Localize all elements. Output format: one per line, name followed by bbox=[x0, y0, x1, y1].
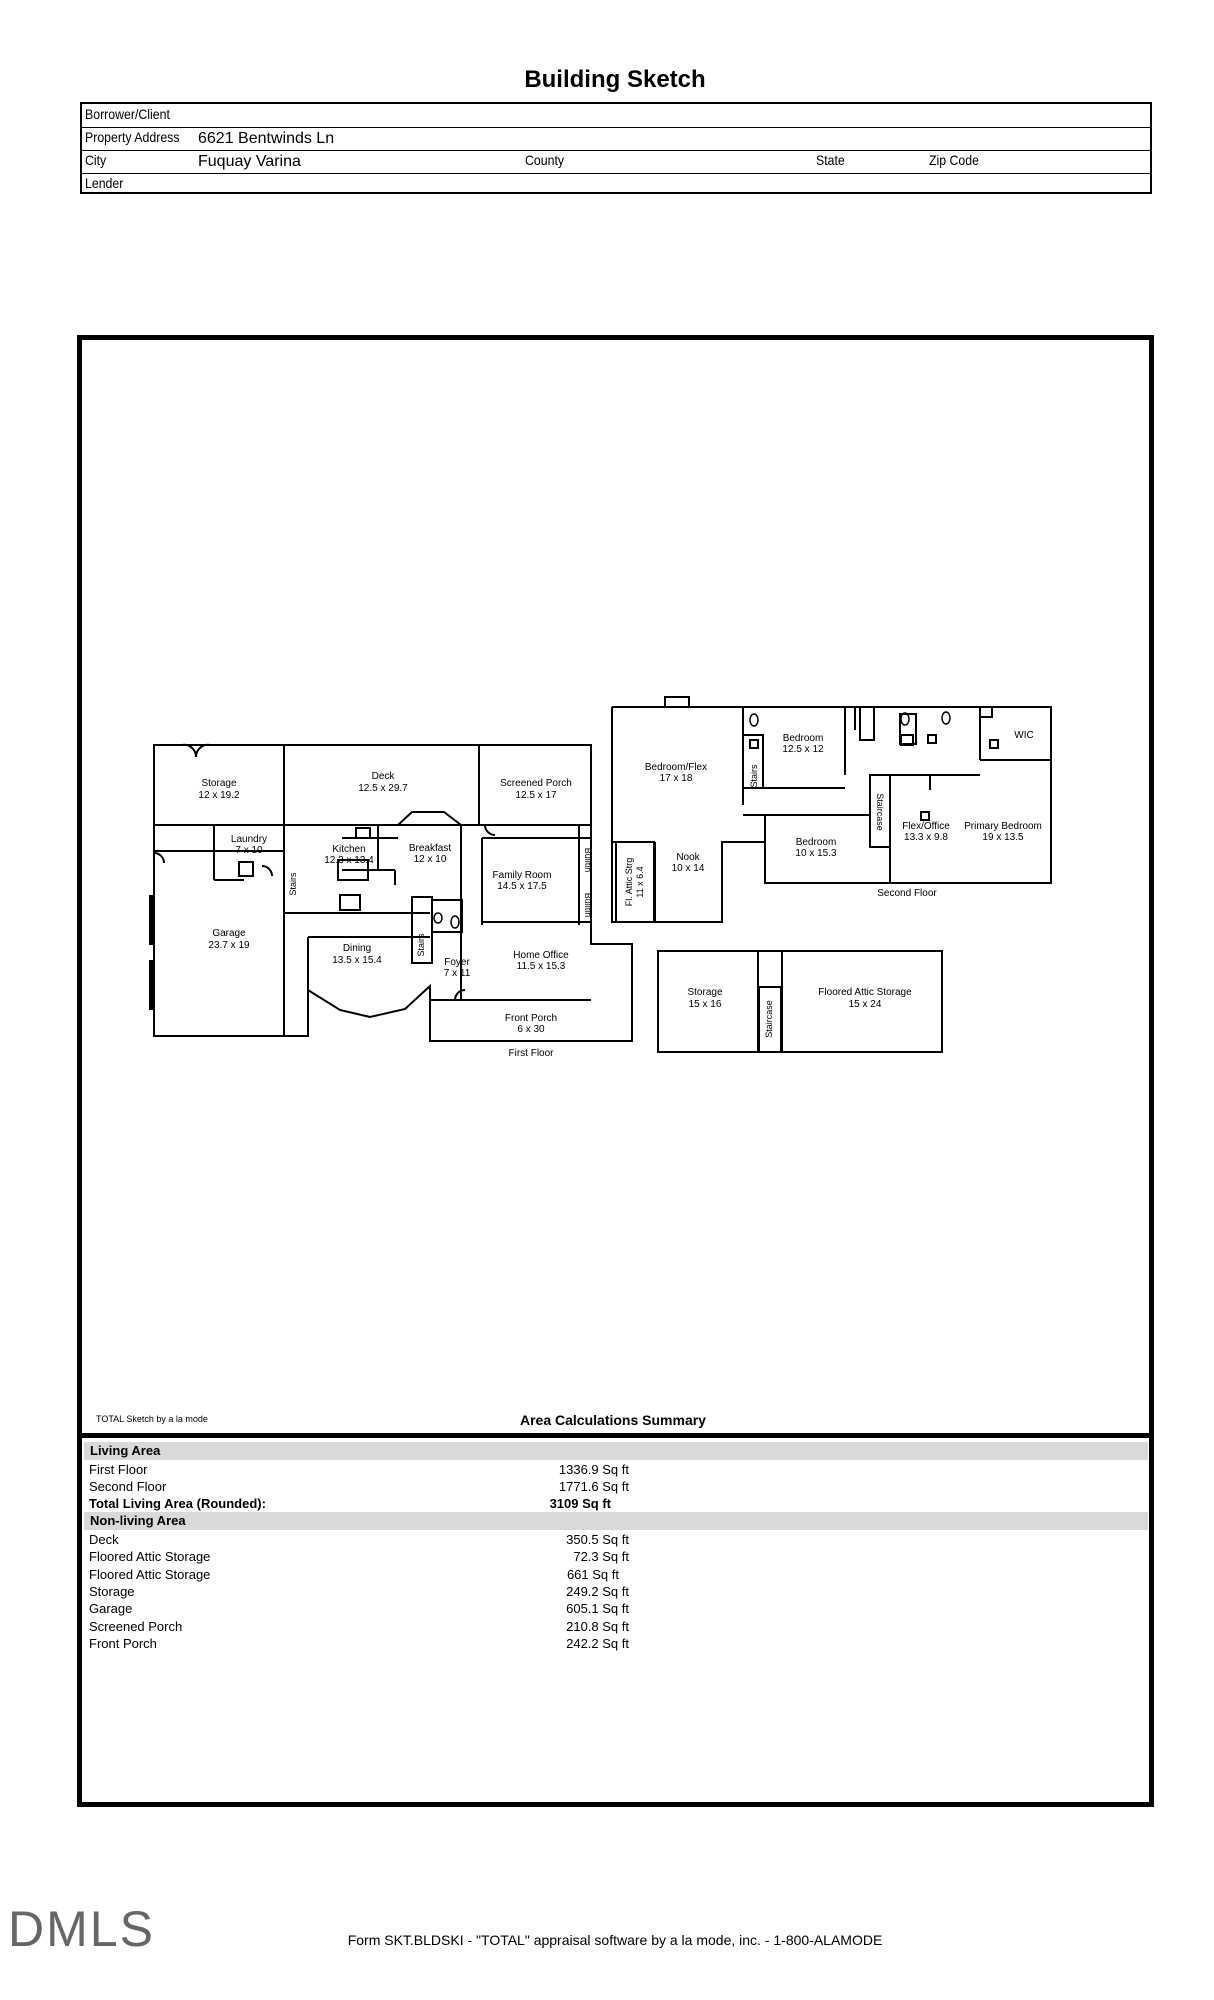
area-row-value: 1336.9 Sq ft bbox=[558, 1462, 629, 1477]
area-row-name: Floored Attic Storage bbox=[89, 1567, 211, 1582]
area-row-value: 249.2 Sq ft bbox=[566, 1584, 629, 1599]
stairs-label-2: Stairs bbox=[416, 933, 426, 957]
county-label: County bbox=[525, 152, 565, 168]
room-bedroom-a-name: Bedroom bbox=[782, 733, 824, 744]
area-row bbox=[89, 1462, 629, 1479]
stairs-label-3: Stairs bbox=[749, 764, 759, 788]
room-bedroom-b-name: Bedroom bbox=[795, 837, 837, 848]
area-row-value: 605.1 Sq ft bbox=[566, 1601, 629, 1616]
living-area-header bbox=[84, 1442, 1148, 1460]
room-kitchen-name: Kitchen bbox=[332, 844, 366, 855]
area-row-value: 242.2 Sq ft bbox=[566, 1636, 629, 1651]
first-floor-caption: First Floor bbox=[508, 1048, 554, 1059]
floor-plan bbox=[82, 340, 1149, 1433]
area-summary-title: Area Calculations Summary bbox=[520, 1412, 706, 1428]
second-floor-caption: Second Floor bbox=[877, 888, 937, 899]
area-row-name: Deck bbox=[89, 1532, 119, 1547]
room-fl-attic-name: Fl. Attic Strg bbox=[624, 857, 634, 907]
room-screened-porch-size: 12.5 x 17 bbox=[515, 790, 557, 801]
room-fl-attic-size: 11 x 6.4 bbox=[635, 866, 645, 898]
room-primary-bedroom-size: 19 x 13.5 bbox=[982, 832, 1024, 843]
room-foyer-size: 7 x 11 bbox=[443, 968, 471, 979]
address-value: 6621 Bentwinds Ln bbox=[198, 130, 335, 147]
room-bedroom-b-size: 10 x 15.3 bbox=[795, 848, 837, 859]
staircase-label-2: Staircase bbox=[764, 1000, 774, 1038]
area-row-name: Screened Porch bbox=[89, 1619, 183, 1634]
area-row bbox=[89, 1567, 619, 1584]
room-front-porch-name: Front Porch bbox=[504, 1013, 558, 1024]
room-garage-name: Garage bbox=[212, 928, 246, 939]
room-laundry-size: 7 x 10 bbox=[235, 845, 263, 856]
room-dining-size: 13.5 x 15.4 bbox=[332, 955, 382, 966]
form-footer: Form SKT.BLDSKI - "TOTAL" appraisal software by a la mode, inc. - 1-800-ALAMODE bbox=[347, 1932, 883, 1948]
area-row-value: 210.8 Sq ft bbox=[566, 1619, 629, 1634]
room-garage-size: 23.7 x 19 bbox=[208, 940, 250, 951]
total-living-row bbox=[89, 1496, 611, 1513]
section-divider bbox=[77, 1433, 1154, 1438]
room-primary-bedroom-name: Primary Bedroom bbox=[964, 821, 1042, 832]
area-row-value: 350.5 Sq ft bbox=[566, 1532, 629, 1547]
address-row bbox=[82, 127, 1150, 151]
borrower-label: Borrower/Client bbox=[85, 106, 170, 122]
sketch-credit: TOTAL Sketch by a la mode bbox=[96, 1414, 208, 1424]
room-deck-size: 12.5 x 29.7 bbox=[358, 783, 408, 794]
room-bedroom-flex-size: 17 x 18 bbox=[659, 773, 693, 784]
room-flex-office-size: 13.3 x 9.8 bbox=[904, 832, 948, 843]
room-bedroom-flex-name: Bedroom/Flex bbox=[644, 762, 708, 773]
zip-label: Zip Code bbox=[929, 152, 979, 168]
room-laundry-name: Laundry bbox=[230, 834, 268, 845]
area-row bbox=[89, 1479, 629, 1496]
area-row-value: 72.3 Sq ft bbox=[573, 1549, 629, 1564]
room-nook-name: Nook bbox=[676, 852, 700, 863]
room-flex-office-name: Flex/Office bbox=[902, 821, 950, 832]
room-deck-name: Deck bbox=[371, 771, 395, 782]
room-storage2-name: Storage bbox=[687, 987, 723, 998]
address-label: Property Address bbox=[85, 129, 180, 145]
borrower-row bbox=[82, 104, 1150, 128]
staircase-label-1: Staircase bbox=[875, 793, 885, 831]
area-row-name: Second Floor bbox=[89, 1479, 167, 1494]
nonliving-area-header bbox=[84, 1512, 1148, 1530]
dmls-logo: DMLS bbox=[8, 1901, 155, 1957]
room-breakfast-name: Breakfast bbox=[408, 843, 452, 854]
nonliving-area-label: Non-living Area bbox=[90, 1513, 186, 1528]
room-kitchen-size: 12.3 x 13.4 bbox=[324, 855, 374, 866]
area-row bbox=[89, 1601, 629, 1618]
room-home-office-name: Home Office bbox=[513, 950, 569, 961]
area-row bbox=[89, 1549, 629, 1566]
room-storage2-size: 15 x 16 bbox=[688, 999, 722, 1010]
living-area-label: Living Area bbox=[90, 1443, 161, 1458]
lender-label: Lender bbox=[85, 175, 124, 191]
page-title: Building Sketch bbox=[524, 66, 706, 93]
room-wic-name: WIC bbox=[1014, 730, 1034, 741]
room-storage-size: 12 x 19.2 bbox=[198, 790, 240, 801]
room-front-porch-size: 6 x 30 bbox=[517, 1024, 545, 1035]
area-row-name: Storage bbox=[89, 1584, 135, 1599]
room-home-office-size: 11.5 x 15.3 bbox=[516, 961, 566, 972]
area-row bbox=[89, 1584, 629, 1601]
area-row-name: Floored Attic Storage bbox=[89, 1549, 211, 1564]
room-family-room-name: Family Room bbox=[492, 870, 552, 881]
room-bedroom-a-size: 12.5 x 12 bbox=[782, 744, 824, 755]
room-foyer-name: Foyer bbox=[444, 957, 470, 968]
area-row-name: Garage bbox=[89, 1601, 133, 1616]
room-nook-size: 10 x 14 bbox=[671, 863, 705, 874]
city-label: City bbox=[85, 152, 107, 168]
area-row bbox=[89, 1532, 629, 1549]
area-row-name: Front Porch bbox=[89, 1636, 157, 1651]
floor-plan-drawing bbox=[82, 340, 1149, 1433]
header-table bbox=[80, 102, 1152, 194]
total-living-name: Total Living Area (Rounded): bbox=[89, 1496, 266, 1511]
area-row-value: 1771.6 Sq ft bbox=[558, 1479, 629, 1494]
room-storage-name: Storage bbox=[201, 778, 237, 789]
total-living-value: 3109 Sq ft bbox=[549, 1496, 611, 1511]
room-screened-porch-name: Screened Porch bbox=[500, 778, 572, 789]
area-row-value: 661 Sq ft bbox=[566, 1567, 619, 1582]
room-floored-attic-name: Floored Attic Storage bbox=[818, 987, 912, 998]
room-floored-attic-size: 15 x 24 bbox=[848, 999, 882, 1010]
room-family-room-size: 14.5 x 17.5 bbox=[497, 881, 547, 892]
stairs-label-1: Stairs bbox=[288, 872, 298, 896]
city-row bbox=[82, 150, 1150, 174]
lender-row bbox=[82, 173, 1150, 196]
area-row bbox=[89, 1636, 629, 1653]
city-value: Fuquay Varina bbox=[198, 153, 301, 170]
builtin-label-1: Builtin bbox=[583, 847, 593, 873]
room-breakfast-size: 12 x 10 bbox=[413, 854, 447, 865]
area-row bbox=[89, 1619, 629, 1636]
state-label: State bbox=[816, 152, 845, 168]
room-dining-name: Dining bbox=[342, 943, 372, 954]
area-row-name: First Floor bbox=[89, 1462, 148, 1477]
builtin-label-2: Builtin bbox=[583, 892, 593, 918]
